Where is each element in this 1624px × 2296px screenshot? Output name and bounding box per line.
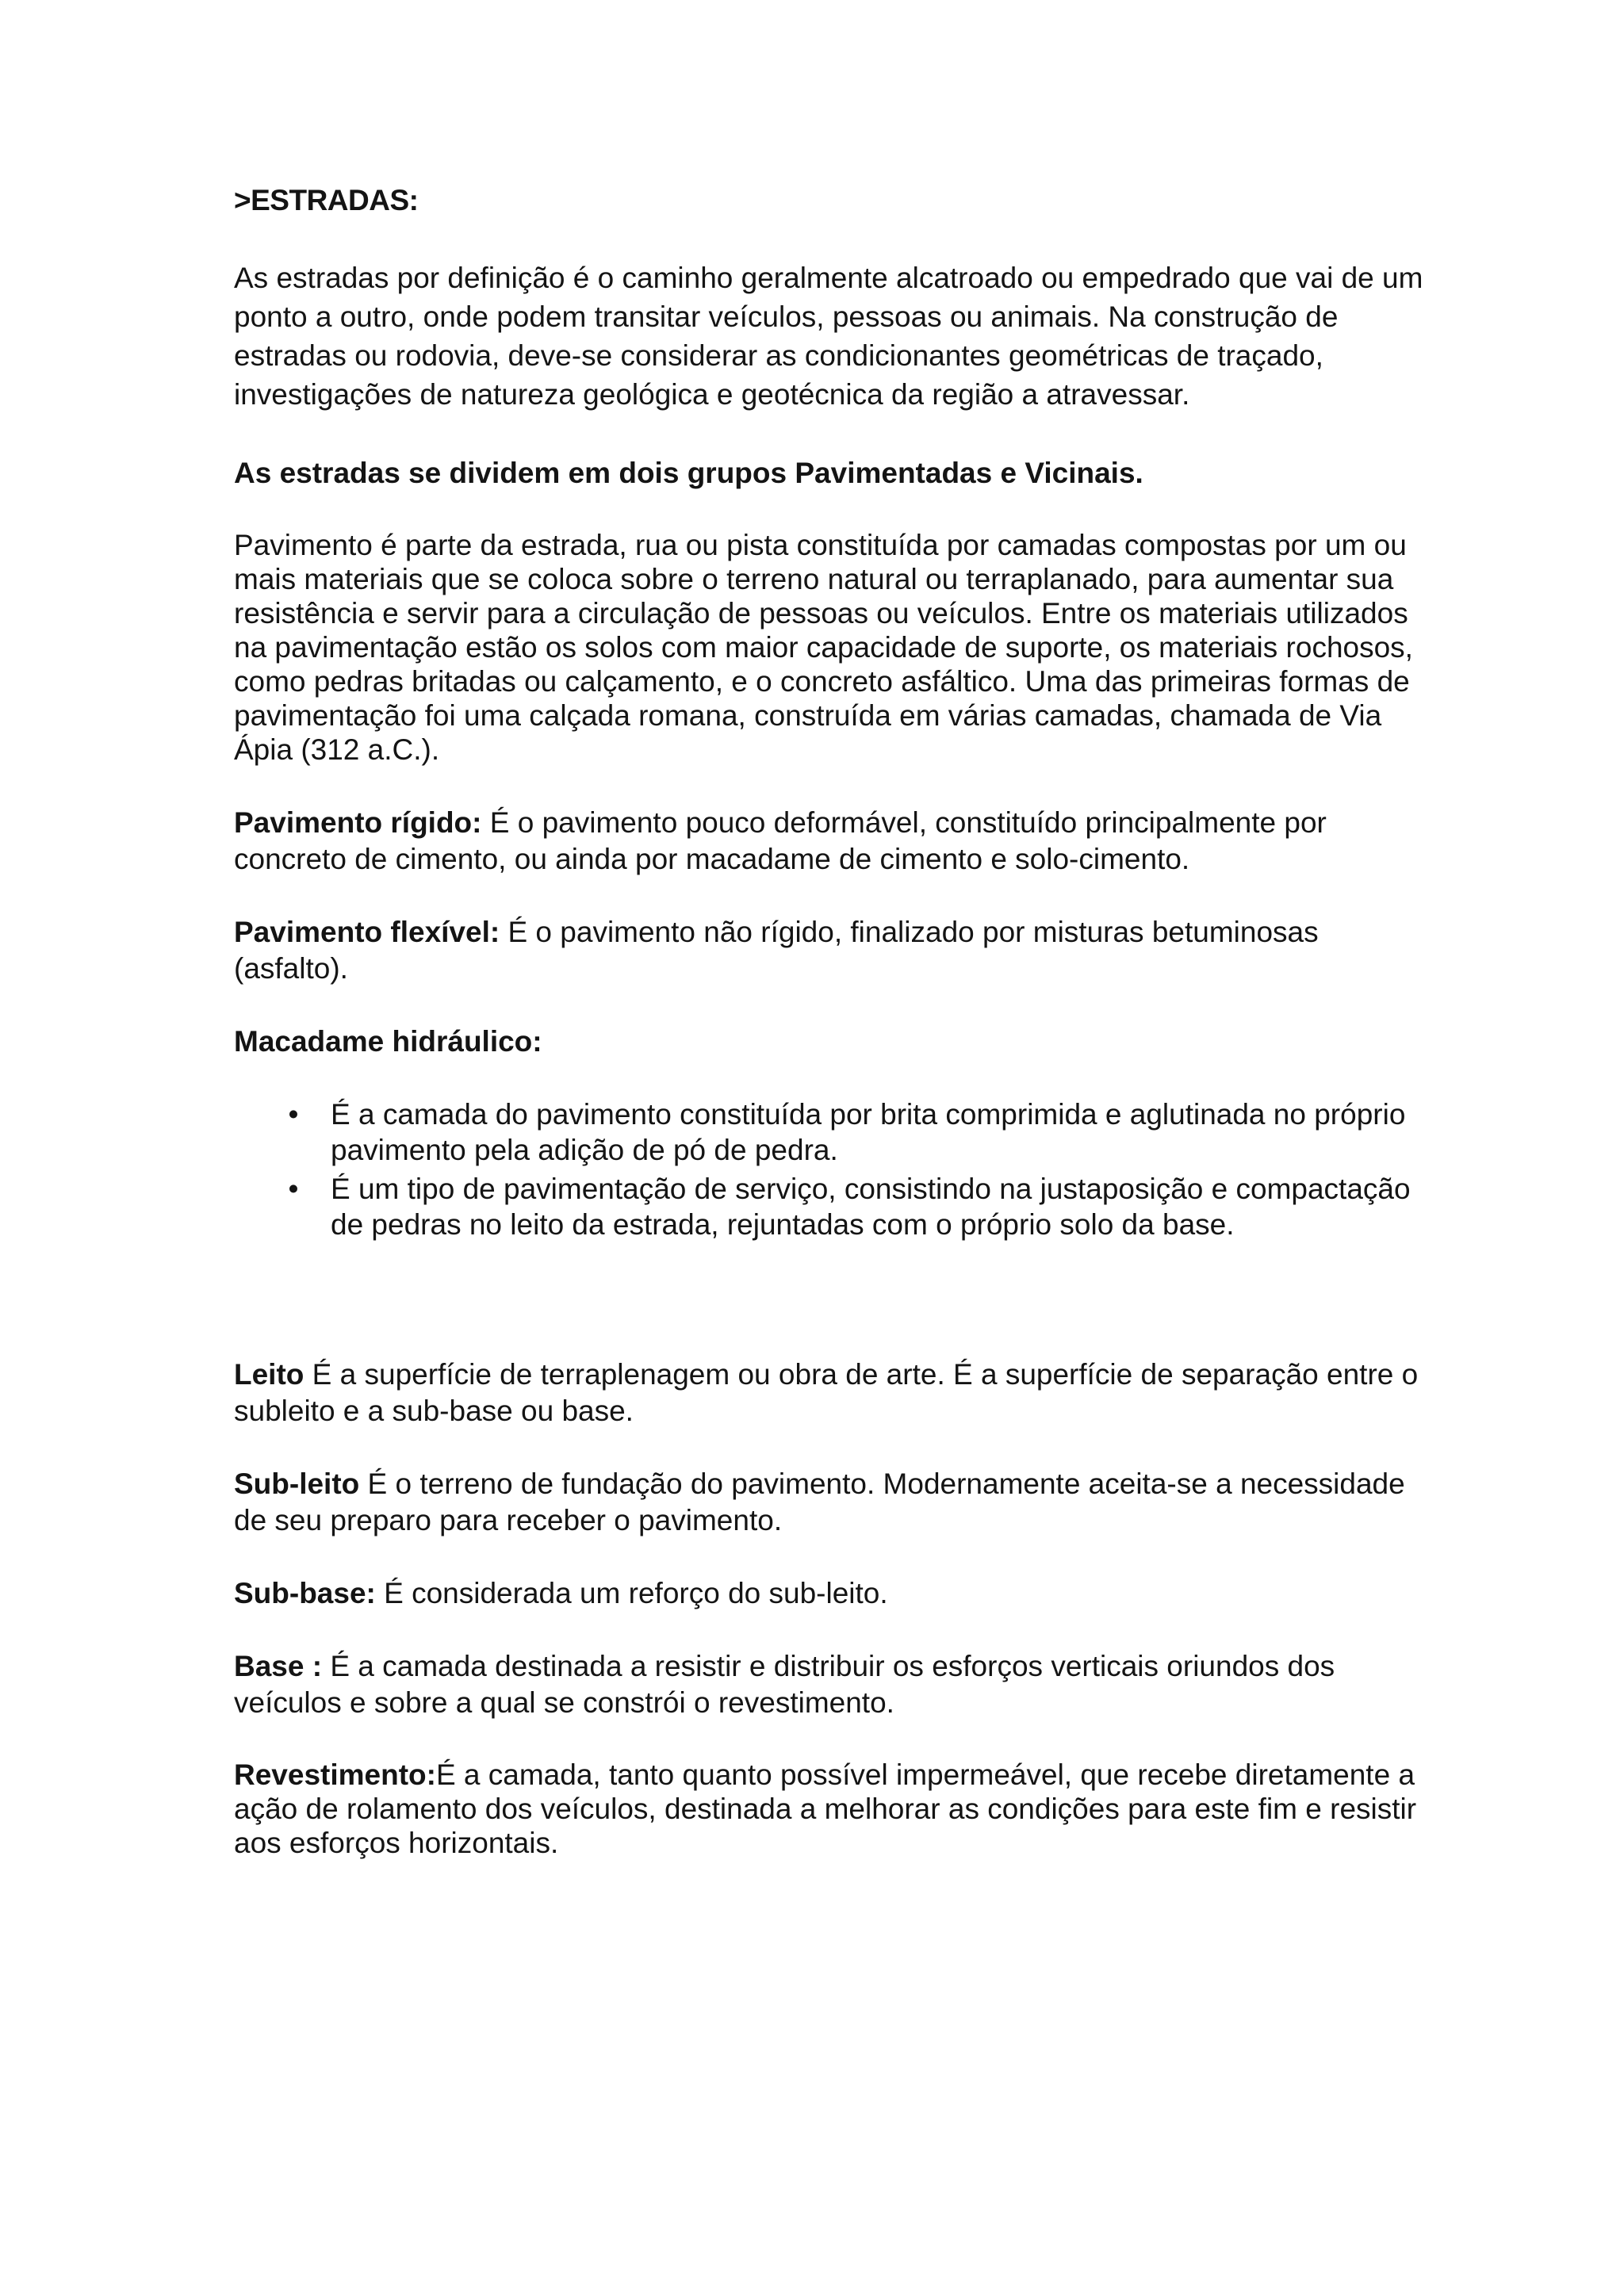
list-item (234, 1096, 1423, 1168)
leito-paragraph (234, 1357, 1423, 1429)
macadame-heading-text: Macadame hidráulico: (234, 1025, 542, 1058)
intro-paragraph: As estradas por definição é o caminho geralmente alcatroado ou empedrado que vai de um ponto a outro, onde podem transitar veículos, pessoas ou animais. Na construção de estradas ou rodovia, deve-se considerar as condicionantes geométricas de traçado, investigações de natureza geológica e geotécnica da região a atravessar. (234, 262, 1423, 411)
revestimento-text: É a camada, tanto quanto possível impermeável, que recebe diretamente a ação de rolamento dos veículos, destinada a melhorar as condições para este fim e resistir aos esforços horizontais. (234, 1758, 1417, 1859)
macadame-heading (234, 1024, 1423, 1060)
subleito-text: É o terreno de fundação do pavimento. Modernamente aceita-se a necessidade de seu preparo para receber o pavimento. (234, 1468, 1405, 1536)
revestimento-term: Revestimento: (234, 1758, 436, 1791)
pavimento-rigido-term: Pavimento rígido: (234, 806, 482, 839)
list-item (234, 1171, 1423, 1242)
subleito-paragraph (234, 1466, 1423, 1539)
pavimento-paragraph: Pavimento é parte da estrada, rua ou pista constituída por camadas compostas por um ou mais materiais que se coloca sobre o terreno natural ou terraplanado, para aumentar sua resistência e servir para a circulação de pessoas ou veículos. Entre os materiais utilizados na pavimentação estão os solos com maior capacidade de suporte, os materiais rochosos, como pedras britadas ou calçamento, e o concreto asfáltico. Uma das primeiras formas de pavimentação foi uma calçada romana, construída em várias camadas, chamada de Via Ápia (312 a.C.). (234, 529, 1413, 766)
document-title: >ESTRADAS: (234, 184, 419, 216)
document-page (234, 182, 1423, 1896)
section-spacer (234, 1246, 1423, 1357)
pavimento-rigido-text: É o pavimento pouco deformável, constituído principalmente por concreto de cimento, ou ainda por macadame de cimento e solo-cimento. (234, 806, 1327, 875)
list-item-text: É um tipo de pavimentação de serviço, consistindo na justaposição e compactação de pedras no leito da estrada, rejuntadas com o próprio solo da base. (331, 1173, 1411, 1241)
revestimento-paragraph (234, 1758, 1423, 1860)
macadame-list (234, 1096, 1423, 1242)
groups-statement: As estradas se dividem em dois grupos Pavimentadas e Vicinais. (234, 457, 1143, 489)
leito-text: É a superfície de terraplenagem ou obra de arte. É a superfície de separação entre o subleito e a sub-base ou base. (234, 1358, 1419, 1427)
leito-term: Leito (234, 1358, 304, 1391)
bullet-icon: • (288, 1098, 299, 1131)
base-term: Base : (234, 1650, 323, 1682)
pavimento-flexivel-text: É o pavimento não rígido, finalizado por misturas betuminosas (asfalto). (234, 916, 1319, 985)
subbase-paragraph (234, 1575, 1423, 1612)
pavimento-rigido-paragraph (234, 805, 1423, 878)
bullet-icon: • (288, 1173, 299, 1205)
pavimento-flexivel-term: Pavimento flexível: (234, 916, 500, 948)
subbase-term: Sub-base: (234, 1577, 376, 1609)
base-paragraph (234, 1648, 1423, 1721)
list-item-text: É a camada do pavimento constituída por brita comprimida e aglutinada no próprio pavimento pela adição de pó de pedra. (331, 1098, 1406, 1166)
subbase-text: É considerada um reforço do sub-leito. (375, 1577, 888, 1609)
pavimento-flexivel-paragraph (234, 914, 1423, 987)
base-text: É a camada destinada a resistir e distribuir os esforços verticais oriundos dos veículos e sobre a qual se constrói o revestimento. (234, 1650, 1335, 1719)
subleito-term: Sub-leito (234, 1468, 360, 1500)
